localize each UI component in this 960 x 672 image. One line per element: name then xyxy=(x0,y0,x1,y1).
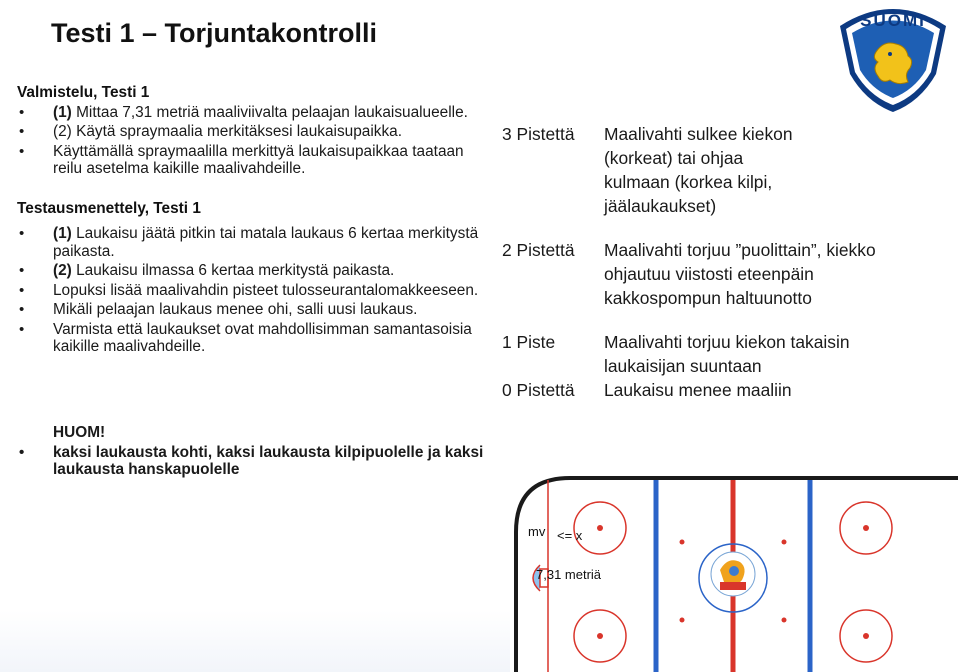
list-item: • (1) Mittaa 7,31 metriä maaliviivalta pelaajan laukaisualueelle. xyxy=(17,104,487,122)
score-row-2 xyxy=(502,238,922,310)
list-item: • (1) Laukaisu jäätä pitkin tai matala laukaus 6 kertaa merkitystä paikasta. xyxy=(17,225,487,260)
list-item: • Mikäli pelaajan laukaus menee ohi, salli uusi laukaus. xyxy=(17,301,487,319)
list-item: • Käyttämällä spraymaalilla merkittyä laukaisupaikkaa taataan reilu asetelma kaikille maalivahdeille. xyxy=(17,143,487,178)
score-description: Maalivahti sulkee kiekon (korkeat) tai ohjaa kulmaan (korkea kilpi, jäälaukaukset) xyxy=(604,124,793,216)
center-logo-icon xyxy=(711,552,755,596)
list-item: • Varmista että laukaukset ovat mahdollisimman samantasoisia kaikille maalivahdeille. xyxy=(17,321,487,356)
score-row-3 xyxy=(502,122,922,218)
list-item: • Lopuksi lisää maalivahdin pisteet tulosseurantalomakkeeseen. xyxy=(17,282,487,300)
score-description: Laukaisu menee maaliin xyxy=(604,380,792,400)
score-points: 0 Pistettä xyxy=(502,380,575,400)
score-description: Maalivahti torjuu ”puolittain”, kiekko ohjautuu viistosti eteenpäin kakkospompun haltuunotto xyxy=(604,240,876,308)
score-points: 1 Piste xyxy=(502,332,556,352)
method-list xyxy=(17,225,487,356)
note-label: HUOM! xyxy=(53,424,106,441)
page-title: Testi 1 – Torjuntakontrolli xyxy=(51,18,378,48)
note-block xyxy=(17,424,487,479)
prep-heading: Valmistelu, Testi 1 xyxy=(17,84,150,101)
score-description: Maalivahti torjuu kiekon takaisin laukaisijan suuntaan xyxy=(604,332,850,376)
list-item: • (2) Laukaisu ilmassa 6 kertaa merkitystä paikasta. xyxy=(17,262,487,280)
method-heading: Testausmenettely, Testi 1 xyxy=(17,199,201,217)
suomi-logo xyxy=(832,2,954,114)
score-row-0 xyxy=(502,378,922,402)
list-item: • (2) Käytä spraymaalia merkitäksesi laukaisupaikka. xyxy=(17,123,487,141)
note-text: • kaksi laukausta kohti, kaksi laukausta kilpipuolelle ja kaksi laukausta hanskapuolelle xyxy=(17,444,487,479)
score-points: 3 Pistettä xyxy=(502,124,575,144)
goalie-label: mv xyxy=(528,524,546,539)
score-points: 2 Pistettä xyxy=(502,240,575,260)
distance-rule-label: <= x xyxy=(557,528,583,543)
scoring-column xyxy=(502,122,922,422)
score-row-1 xyxy=(502,330,922,378)
distance-label: 7,31 metriä xyxy=(536,567,602,582)
instructions-column xyxy=(17,84,487,356)
prep-list xyxy=(17,104,487,178)
ice-background xyxy=(0,610,510,672)
svg-text:SUOMI: SUOMI xyxy=(860,11,926,30)
